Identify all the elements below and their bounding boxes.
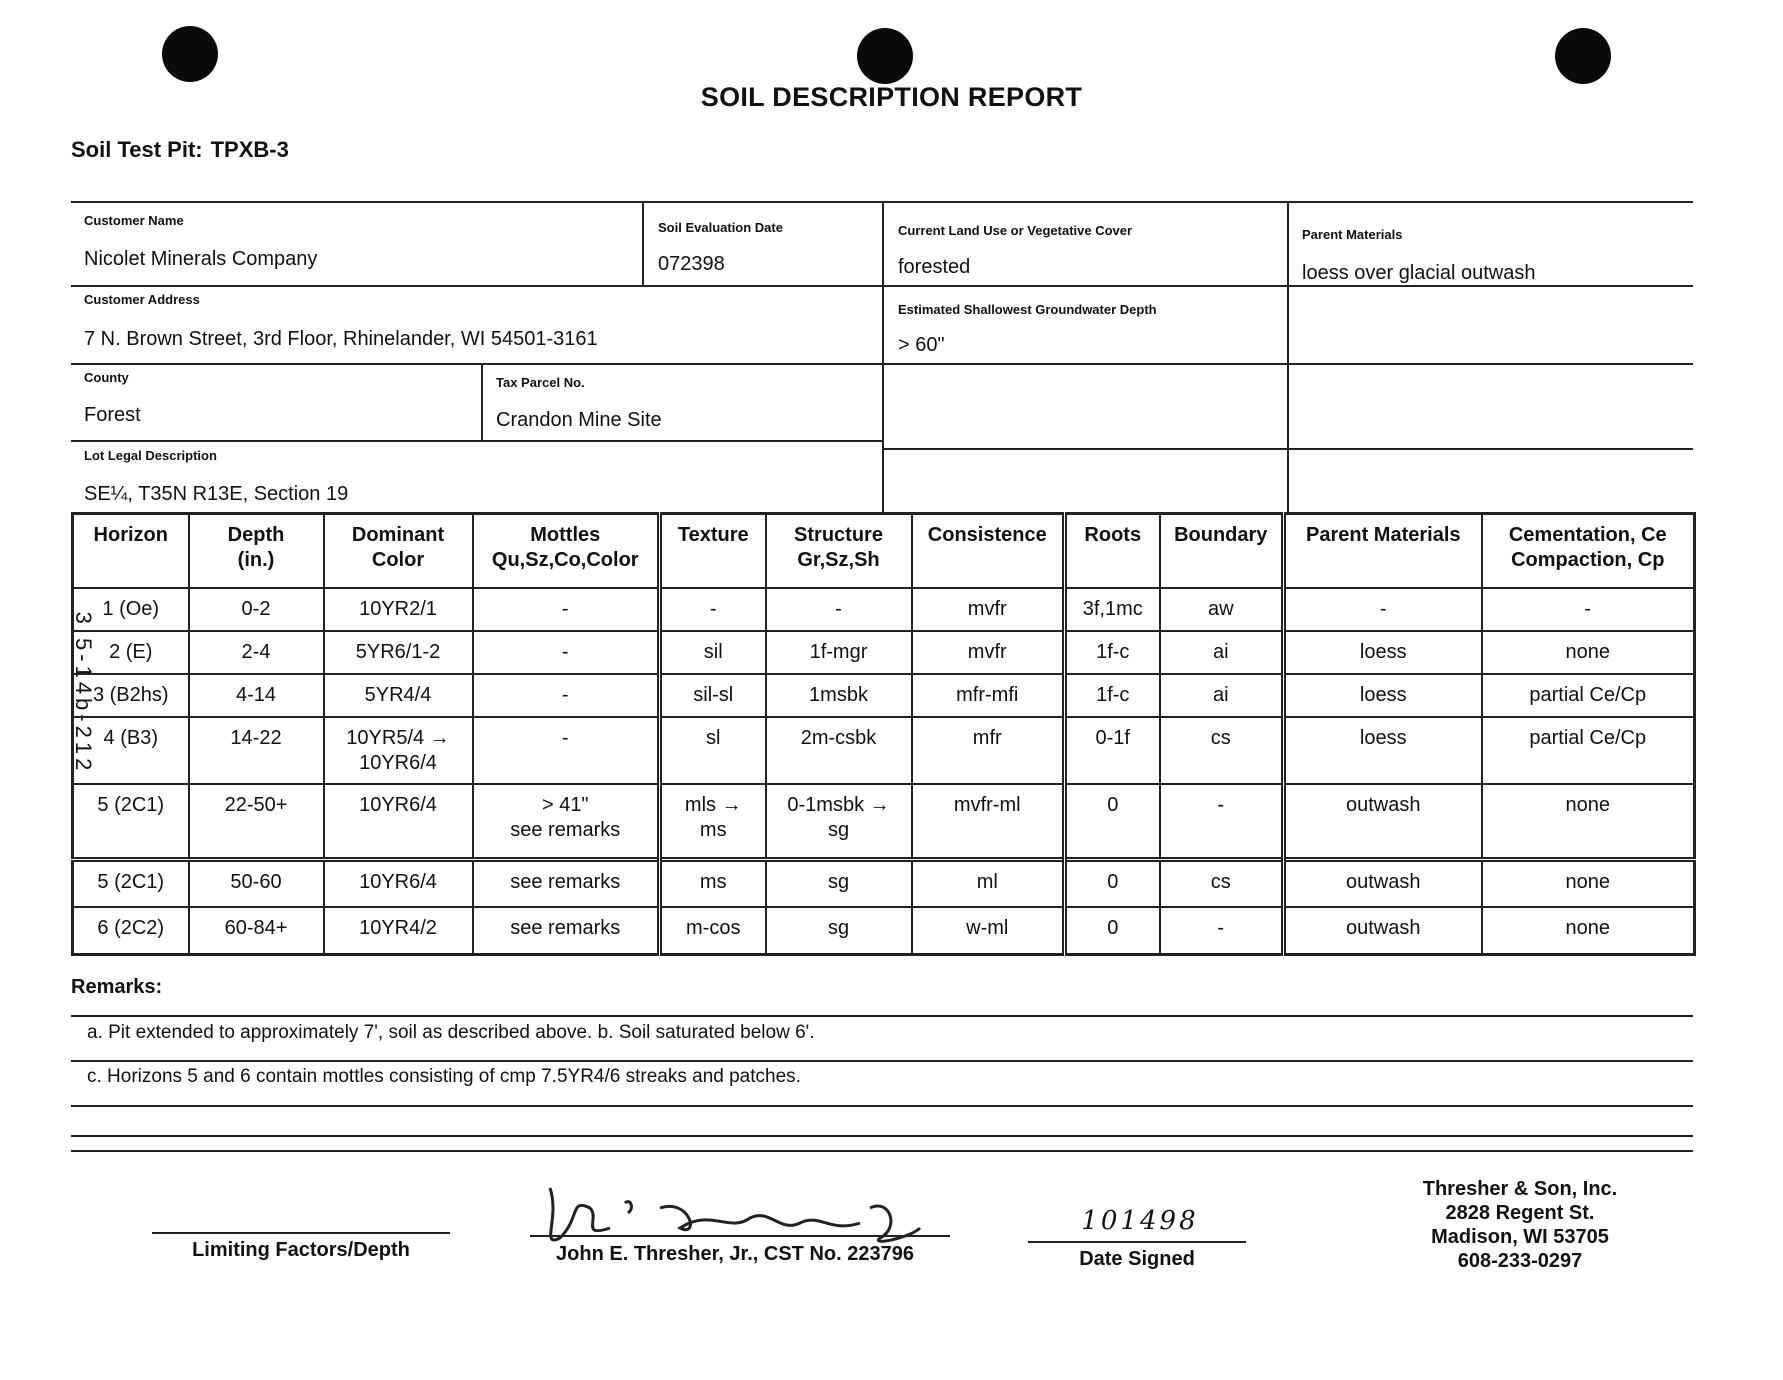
table-cell — [189, 784, 324, 859]
table-row — [73, 588, 1695, 631]
table-cell — [912, 588, 1065, 631]
table-cell — [189, 907, 324, 954]
cell-text: 2m-csbk — [800, 727, 877, 750]
table-cell — [324, 784, 473, 859]
cell-text: - — [561, 641, 569, 664]
cell-text: mvfr-ml — [953, 794, 1021, 817]
table-cell — [766, 674, 912, 717]
test-pit-value: TPXB-3 — [210, 137, 289, 162]
cell-text: 1 (Oe) — [102, 598, 160, 620]
table-cell — [1065, 674, 1160, 717]
table-cell — [324, 674, 473, 717]
table-cell — [73, 717, 189, 784]
cell-text: mfr — [972, 727, 1002, 750]
table-cell — [73, 588, 189, 631]
cell-text: ms — [699, 819, 727, 842]
cell-text: - — [709, 598, 717, 620]
table-cell — [912, 631, 1065, 674]
soil-horizon-table — [71, 512, 1696, 956]
cell-text: > 41" — [541, 794, 589, 817]
cell-text: - — [1217, 917, 1225, 940]
table-cell — [473, 717, 660, 784]
col-header: Boundary — [1160, 514, 1284, 589]
table-cell — [912, 784, 1065, 859]
cell-text: 0-1f — [1095, 727, 1130, 750]
address-value: 7 N. Brown Street, 3rd Floor, Rhinelander, WI 54501-3161 — [84, 328, 598, 350]
col-header: Cementation, Ce Compaction, Cp — [1482, 514, 1695, 589]
cell-text: 3f,1mc — [1082, 598, 1143, 620]
cell-text: mvfr — [967, 641, 1007, 664]
cell-text: outwash — [1346, 917, 1421, 940]
punch-hole-center — [857, 28, 913, 84]
table-cell — [73, 784, 189, 859]
table-cell — [73, 631, 189, 674]
col-header: Roots — [1065, 514, 1160, 589]
col-header: Structure Gr,Sz,Sh — [766, 514, 912, 589]
signer-label: John E. Thresher, Jr., CST No. 223796 — [556, 1243, 914, 1265]
cell-text: cs — [1210, 871, 1231, 894]
cell-text: - — [561, 727, 569, 750]
table-cell — [766, 717, 912, 784]
table-cell — [660, 784, 766, 859]
cell-text: 10YR6/4 — [359, 752, 437, 775]
col-header: Parent Materials — [1284, 514, 1482, 589]
cell-text: 5YR6/1-2 — [355, 641, 441, 664]
cell-text: loess — [1359, 727, 1407, 750]
table-row — [73, 674, 1695, 717]
table-cell — [324, 588, 473, 631]
table-cell — [1160, 674, 1284, 717]
table-cell — [1284, 717, 1482, 784]
cell-text: 0 — [1107, 871, 1119, 894]
cell-text: outwash — [1346, 871, 1421, 894]
cell-text: 10YR5/4 → — [346, 727, 450, 750]
table-cell — [1065, 588, 1160, 631]
table-cell — [912, 717, 1065, 784]
table-cell — [73, 860, 189, 907]
test-pit-label: Soil Test Pit: — [71, 137, 203, 162]
cell-text: sil-sl — [693, 684, 734, 707]
table-cell — [1284, 860, 1482, 907]
land-use-label: Current Land Use or Vegetative Cover — [898, 223, 1133, 238]
cell-text: 5 (2C1) — [97, 794, 165, 817]
cell-text: 60-84+ — [224, 917, 288, 940]
table-cell — [1160, 717, 1284, 784]
table-cell — [73, 674, 189, 717]
parent-materials-value: loess over glacial outwash — [1302, 262, 1536, 284]
cell-text: 2-4 — [241, 641, 271, 664]
table-cell — [1160, 860, 1284, 907]
cell-text: 10YR6/4 — [359, 871, 437, 894]
table-cell — [1065, 784, 1160, 859]
table-cell — [766, 588, 912, 631]
remarks-rule — [71, 1060, 1693, 1062]
company-name: Thresher & Son, Inc. — [1422, 1178, 1618, 1200]
table-row — [73, 784, 1695, 859]
remarks-rule — [71, 1015, 1693, 1017]
cell-text: 14-22 — [230, 727, 282, 750]
table-cell — [1482, 784, 1695, 859]
col-header: Consistence — [912, 514, 1065, 589]
remarks-rule — [71, 1105, 1693, 1107]
table-cell — [1284, 588, 1482, 631]
table-cell — [660, 717, 766, 784]
table-row — [73, 631, 1695, 674]
table-cell — [324, 907, 473, 954]
cell-text: 4-14 — [235, 684, 277, 707]
parent-materials-label: Parent Materials — [1302, 227, 1403, 242]
legal-desc-value: SE¼, T35N R13E, Section 19 — [84, 483, 349, 505]
table-cell — [912, 907, 1065, 954]
table-cell — [660, 907, 766, 954]
cell-text: cs — [1210, 727, 1231, 750]
cell-text: 10YR2/1 — [359, 598, 437, 620]
table-cell — [766, 860, 912, 907]
punch-hole-right — [1555, 28, 1611, 84]
table-cell — [189, 717, 324, 784]
cell-text: partial Ce/Cp — [1529, 684, 1647, 707]
cell-text: loess — [1359, 684, 1407, 707]
cell-text: none — [1565, 641, 1610, 664]
cell-text: 5 (2C1) — [97, 871, 165, 894]
table-cell — [1482, 631, 1695, 674]
cell-text: sg — [827, 871, 850, 894]
table-cell — [1160, 784, 1284, 859]
groundwater-value: > 60" — [898, 334, 945, 356]
table-cell — [189, 588, 324, 631]
cell-text: 2 (E) — [109, 641, 153, 664]
table-cell — [1065, 907, 1160, 954]
cell-text: - — [561, 598, 569, 620]
cell-text: 0 — [1107, 917, 1119, 940]
table-row — [73, 907, 1695, 954]
table-cell — [1065, 860, 1160, 907]
table-cell — [73, 907, 189, 954]
table-cell — [1284, 784, 1482, 859]
date-signed-line — [1028, 1241, 1246, 1243]
cell-text: 22-50+ — [224, 794, 288, 817]
cell-text: w-ml — [966, 917, 1009, 940]
cell-text: 0 — [1107, 794, 1119, 817]
cell-text: see remarks — [510, 917, 621, 940]
col-header: Depth (in.) — [189, 514, 324, 589]
cell-text: - — [1584, 598, 1592, 620]
cell-text: - — [835, 598, 842, 620]
table-cell — [473, 588, 660, 631]
land-use-value: forested — [898, 256, 971, 278]
cell-text: mvfr — [967, 598, 1007, 620]
punch-hole-left — [162, 26, 218, 82]
eval-date-label: Soil Evaluation Date — [658, 220, 783, 235]
table-row — [73, 717, 1695, 784]
company-phone: 608-233-0297 — [1457, 1250, 1583, 1272]
cell-text: 1f-mgr — [809, 641, 868, 664]
cell-text: 1f-c — [1096, 641, 1130, 664]
cell-text: partial Ce/Cp — [1529, 727, 1647, 750]
limiting-factors-line — [152, 1232, 450, 1234]
table-cell — [660, 674, 766, 717]
cell-text: loess — [1359, 641, 1407, 664]
cell-text: - — [1379, 598, 1387, 620]
table-cell — [324, 631, 473, 674]
cell-text: none — [1565, 917, 1610, 940]
col-header: Dominant Color — [324, 514, 473, 589]
table-cell — [1065, 717, 1160, 784]
limiting-factors-label: Limiting Factors/Depth — [192, 1239, 410, 1261]
col-header: Horizon — [73, 514, 189, 589]
cell-text: sl — [706, 727, 721, 750]
eval-date-value: 072398 — [658, 253, 725, 275]
table-cell — [1482, 588, 1695, 631]
cell-text: see remarks — [510, 871, 621, 894]
table-cell — [660, 631, 766, 674]
cell-text: see remarks — [510, 819, 621, 842]
remarks-rule — [71, 1135, 1693, 1137]
table-cell — [473, 907, 660, 954]
cell-text: sg — [827, 917, 850, 940]
report-title: SOIL DESCRIPTION REPORT — [700, 82, 1083, 112]
cell-text: - — [561, 684, 569, 707]
table-header-row — [73, 514, 1695, 589]
table-cell — [1284, 674, 1482, 717]
address-label: Customer Address — [84, 292, 200, 307]
table-cell — [1482, 860, 1695, 907]
company-city: Madison, WI 53705 — [1431, 1226, 1609, 1248]
cell-text: ai — [1212, 641, 1229, 664]
table-cell — [660, 860, 766, 907]
cell-text: 3 (B2hs) — [92, 684, 169, 707]
table-cell — [189, 860, 324, 907]
cell-text: outwash — [1346, 794, 1421, 817]
groundwater-label: Estimated Shallowest Groundwater Depth — [898, 302, 1157, 317]
table-cell — [1284, 631, 1482, 674]
col-header: Mottles Qu,Sz,Co,Color — [473, 514, 660, 589]
remarks-rule — [71, 1150, 1693, 1152]
cell-text: 5YR4/4 — [364, 684, 432, 707]
table-cell — [324, 860, 473, 907]
cell-text: 10YR6/4 — [359, 794, 437, 817]
cell-text: m-cos — [686, 917, 741, 940]
col-header: Texture — [660, 514, 766, 589]
tax-parcel-label: Tax Parcel No. — [496, 375, 585, 390]
table-cell — [189, 674, 324, 717]
cell-text: none — [1565, 794, 1610, 817]
cell-text: 50-60 — [230, 871, 282, 894]
table-cell — [660, 588, 766, 631]
cell-text: mfr-mfi — [956, 684, 1019, 707]
table-cell — [473, 784, 660, 859]
cell-text: 4 (B3) — [103, 727, 158, 750]
cell-text: sil — [703, 641, 723, 664]
table-row — [73, 860, 1695, 907]
table-cell — [1160, 907, 1284, 954]
table-cell — [1482, 674, 1695, 717]
table-cell — [766, 631, 912, 674]
table-cell — [473, 631, 660, 674]
cell-text: ms — [699, 871, 727, 894]
date-signed-label: Date Signed — [1079, 1248, 1195, 1270]
side-document-code: 3.5-14b-212 — [71, 611, 96, 775]
cell-text: 10YR4/2 — [359, 917, 437, 940]
cell-text: 0-1msbk → — [787, 794, 890, 817]
date-signed-value: 101498 — [1081, 1206, 1199, 1236]
remarks-title: Remarks: — [71, 976, 163, 998]
cell-text: 6 (2C2) — [97, 917, 165, 940]
county-label: County — [84, 370, 129, 385]
cell-text: - — [1217, 794, 1225, 817]
cell-text: sg — [827, 819, 850, 842]
cell-text: ml — [976, 871, 998, 894]
county-value: Forest — [84, 404, 141, 426]
table-cell — [766, 907, 912, 954]
cell-text: 1msbk — [809, 684, 868, 707]
customer-name-value: Nicolet Minerals Company — [84, 248, 318, 270]
company-street: 2828 Regent St. — [1445, 1202, 1595, 1224]
cell-text: ai — [1212, 684, 1229, 707]
cell-text: 1f-c — [1096, 684, 1130, 707]
table-cell — [473, 674, 660, 717]
soil-test-pit — [71, 137, 289, 163]
table-cell — [324, 717, 473, 784]
table-cell — [189, 631, 324, 674]
cell-text: none — [1565, 871, 1610, 894]
remark-line-1: a. Pit extended to approximately 7', soil as described above. b. Soil saturated below 6'. — [87, 1022, 815, 1043]
company-block — [1380, 1177, 1660, 1273]
table-cell — [1160, 588, 1284, 631]
table-cell — [912, 860, 1065, 907]
table-cell — [1065, 631, 1160, 674]
tax-parcel-value: Crandon Mine Site — [496, 409, 662, 431]
table-cell — [1160, 631, 1284, 674]
customer-name-label: Customer Name — [84, 213, 184, 228]
cell-text: aw — [1207, 598, 1234, 620]
table-cell — [1482, 717, 1695, 784]
table-cell — [1482, 907, 1695, 954]
table-cell — [766, 784, 912, 859]
table-cell — [912, 674, 1065, 717]
table-cell — [473, 860, 660, 907]
legal-desc-label: Lot Legal Description — [84, 448, 217, 463]
table-cell — [1284, 907, 1482, 954]
cell-text: mls → — [684, 794, 742, 817]
remark-line-2: c. Horizons 5 and 6 contain mottles consisting of cmp 7.5YR4/6 streaks and patches. — [87, 1066, 801, 1087]
cell-text: 0-2 — [241, 598, 271, 620]
